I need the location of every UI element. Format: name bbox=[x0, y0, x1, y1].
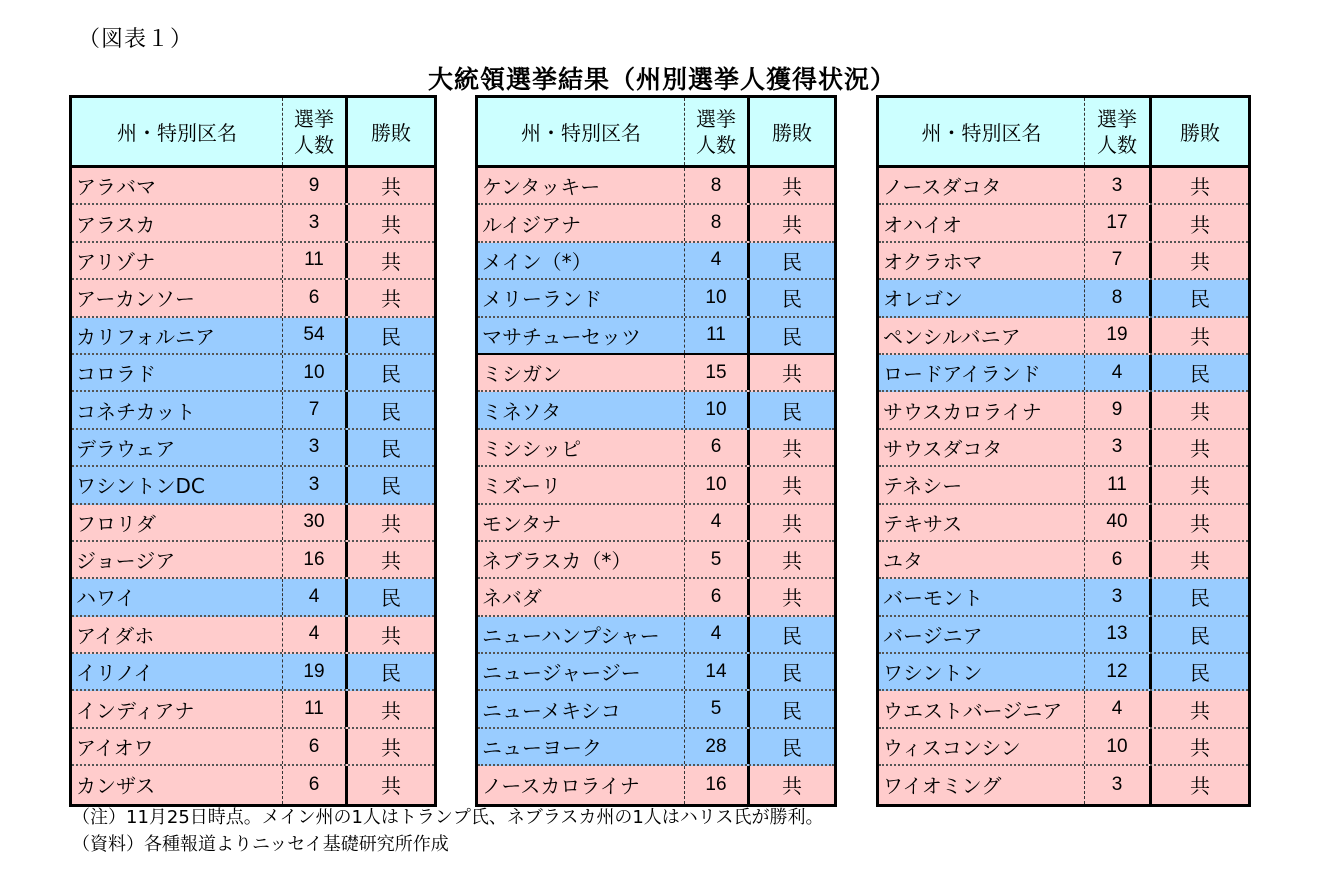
electors-count: 3 bbox=[283, 430, 348, 465]
state-name: サウスダコタ bbox=[879, 430, 1085, 465]
result-party: 民 bbox=[782, 736, 802, 761]
table-row bbox=[879, 243, 1248, 280]
result-party: 共 bbox=[381, 736, 401, 761]
table-row bbox=[72, 168, 434, 205]
table-row bbox=[879, 729, 1248, 766]
table-row bbox=[478, 579, 834, 616]
state-name: ニューメキシコ bbox=[478, 691, 685, 726]
header-name: 州・特別区名 bbox=[478, 98, 685, 165]
electors-count: 5 bbox=[685, 542, 750, 577]
note-text: （注）11月25日時点。メイン州の1人はトランプ氏、ネブラスカ州の1人はハリス氏が勝利。 bbox=[72, 807, 824, 828]
result-party: 民 bbox=[782, 287, 802, 312]
result-party: 共 bbox=[1190, 175, 1210, 200]
table-row bbox=[879, 654, 1248, 691]
result-party: 共 bbox=[381, 623, 401, 648]
electors-count: 6 bbox=[283, 729, 348, 764]
result-party: 民 bbox=[381, 399, 401, 424]
electors-count: 4 bbox=[685, 243, 750, 278]
table-row bbox=[478, 542, 834, 579]
result-party: 民 bbox=[1190, 287, 1210, 312]
result-party: 共 bbox=[381, 249, 401, 274]
electors-count: 6 bbox=[283, 280, 348, 315]
state-name: ペンシルバニア bbox=[879, 318, 1085, 353]
state-name: バージニア bbox=[879, 617, 1085, 652]
table-row bbox=[879, 430, 1248, 467]
table-row bbox=[879, 691, 1248, 728]
state-name: カリフォルニア bbox=[72, 318, 283, 353]
state-name: ミシシッピ bbox=[478, 430, 685, 465]
state-name: ケンタッキー bbox=[478, 168, 685, 203]
result-party: 共 bbox=[782, 474, 802, 499]
electors-count: 16 bbox=[283, 542, 348, 577]
result-party: 共 bbox=[381, 549, 401, 574]
result-party: 共 bbox=[782, 212, 802, 237]
table-row bbox=[879, 392, 1248, 429]
electors-count: 14 bbox=[685, 654, 750, 689]
state-name: ミネソタ bbox=[478, 392, 685, 427]
table-header bbox=[478, 98, 834, 168]
page-title: 大統領選挙結果（州別選挙人獲得状況） bbox=[427, 65, 896, 94]
electors-count: 11 bbox=[685, 318, 750, 353]
table-row bbox=[478, 243, 834, 280]
table-row bbox=[72, 467, 434, 504]
result-party: 共 bbox=[1190, 698, 1210, 723]
state-name: ワシントンDC bbox=[72, 467, 283, 502]
electors-count: 10 bbox=[1085, 729, 1152, 764]
state-name: メイン（*） bbox=[478, 243, 685, 278]
header-result: 勝敗 bbox=[371, 121, 411, 145]
table-row bbox=[478, 505, 834, 542]
state-name: アーカンソー bbox=[72, 280, 283, 315]
footnotes bbox=[72, 804, 823, 858]
electors-count: 6 bbox=[685, 430, 750, 465]
state-name: フロリダ bbox=[72, 505, 283, 540]
electors-count: 19 bbox=[1085, 318, 1152, 353]
table-row bbox=[478, 430, 834, 467]
table-row bbox=[72, 280, 434, 317]
result-party: 共 bbox=[1190, 736, 1210, 761]
electors-count: 11 bbox=[283, 691, 348, 726]
state-name: ウエストバージニア bbox=[879, 691, 1085, 726]
table-row bbox=[879, 318, 1248, 355]
electors-count: 11 bbox=[283, 243, 348, 278]
result-party: 共 bbox=[381, 698, 401, 723]
result-party: 民 bbox=[782, 661, 802, 686]
result-party: 民 bbox=[782, 324, 802, 349]
state-name: ミシガン bbox=[478, 355, 685, 390]
header-electors bbox=[685, 98, 750, 165]
result-party: 民 bbox=[381, 586, 401, 611]
electors-count: 40 bbox=[1085, 505, 1152, 540]
state-name: ウィスコンシン bbox=[879, 729, 1085, 764]
state-name: ミズーリ bbox=[478, 467, 685, 502]
electors-count: 12 bbox=[1085, 654, 1152, 689]
result-party: 民 bbox=[782, 249, 802, 274]
electors-count: 3 bbox=[1085, 579, 1152, 614]
result-party: 民 bbox=[381, 436, 401, 461]
state-name: メリーランド bbox=[478, 280, 685, 315]
state-name: コネチカット bbox=[72, 392, 283, 427]
state-name: アラスカ bbox=[72, 205, 283, 240]
state-name: ニュージャージー bbox=[478, 654, 685, 689]
result-party: 共 bbox=[782, 436, 802, 461]
table-header bbox=[72, 98, 434, 168]
electors-count: 30 bbox=[283, 505, 348, 540]
electors-count: 28 bbox=[685, 729, 750, 764]
results-table-1 bbox=[69, 95, 437, 807]
state-name: サウスカロライナ bbox=[879, 392, 1085, 427]
table-row bbox=[72, 392, 434, 429]
header-electors bbox=[1085, 98, 1152, 165]
electors-count: 4 bbox=[1085, 691, 1152, 726]
header-electors-line1: 選挙 bbox=[696, 106, 736, 131]
state-name: テネシー bbox=[879, 467, 1085, 502]
electors-count: 13 bbox=[1085, 617, 1152, 652]
table-row bbox=[72, 243, 434, 280]
table-row bbox=[478, 729, 834, 766]
result-party: 共 bbox=[1190, 399, 1210, 424]
electors-count: 10 bbox=[283, 355, 348, 390]
state-name: オハイオ bbox=[879, 205, 1085, 240]
result-party: 共 bbox=[782, 511, 802, 536]
table-row bbox=[72, 205, 434, 242]
electors-count: 7 bbox=[283, 392, 348, 427]
results-table-2 bbox=[475, 95, 837, 807]
result-party: 共 bbox=[381, 175, 401, 200]
state-name: オレゴン bbox=[879, 280, 1085, 315]
table-row bbox=[879, 579, 1248, 616]
result-party: 共 bbox=[782, 586, 802, 611]
table-row bbox=[879, 542, 1248, 579]
header-electors-line1: 選挙 bbox=[294, 106, 334, 131]
electors-count: 3 bbox=[283, 467, 348, 502]
figure-label: （図表１） bbox=[78, 27, 194, 52]
state-name: モンタナ bbox=[478, 505, 685, 540]
results-table-3 bbox=[876, 95, 1251, 807]
result-party: 共 bbox=[1190, 474, 1210, 499]
table-row bbox=[879, 168, 1248, 205]
electors-count: 7 bbox=[1085, 243, 1152, 278]
state-name: ロードアイランド bbox=[879, 355, 1085, 390]
result-party: 共 bbox=[381, 212, 401, 237]
result-party: 共 bbox=[1190, 511, 1210, 536]
table-row bbox=[72, 691, 434, 728]
table-row bbox=[72, 355, 434, 392]
state-name: アイダホ bbox=[72, 617, 283, 652]
electors-count: 3 bbox=[1085, 430, 1152, 465]
table-row bbox=[879, 467, 1248, 504]
electors-count: 4 bbox=[1085, 355, 1152, 390]
table-row bbox=[478, 168, 834, 205]
electors-count: 8 bbox=[1085, 280, 1152, 315]
result-party: 民 bbox=[381, 362, 401, 387]
electors-count: 9 bbox=[1085, 392, 1152, 427]
result-party: 共 bbox=[1190, 212, 1210, 237]
result-party: 共 bbox=[782, 175, 802, 200]
electors-count: 10 bbox=[685, 392, 750, 427]
result-party: 共 bbox=[1190, 324, 1210, 349]
electors-count: 9 bbox=[283, 168, 348, 203]
electors-count: 3 bbox=[1085, 766, 1152, 803]
table-row bbox=[478, 280, 834, 317]
electors-count: 8 bbox=[685, 168, 750, 203]
result-party: 共 bbox=[782, 362, 802, 387]
table-row bbox=[478, 467, 834, 504]
result-party: 共 bbox=[1190, 774, 1210, 799]
result-party: 共 bbox=[782, 549, 802, 574]
table-row bbox=[72, 654, 434, 691]
electors-count: 17 bbox=[1085, 205, 1152, 240]
header-result: 勝敗 bbox=[1180, 121, 1220, 145]
electors-count: 3 bbox=[283, 205, 348, 240]
table-row bbox=[478, 318, 834, 355]
state-name: ルイジアナ bbox=[478, 205, 685, 240]
state-name: アイオワ bbox=[72, 729, 283, 764]
result-party: 共 bbox=[1190, 549, 1210, 574]
table-row bbox=[72, 318, 434, 355]
table-row bbox=[879, 766, 1248, 803]
source-text: （資料）各種報道よりニッセイ基礎研究所作成 bbox=[72, 834, 449, 855]
result-party: 共 bbox=[782, 774, 802, 799]
header-electors-line1: 選挙 bbox=[1097, 106, 1137, 131]
result-party: 共 bbox=[381, 511, 401, 536]
result-party: 民 bbox=[782, 623, 802, 648]
table-body bbox=[72, 168, 434, 804]
table-row bbox=[72, 579, 434, 616]
state-name: ニューヨーク bbox=[478, 729, 685, 764]
result-party: 共 bbox=[1190, 249, 1210, 274]
state-name: オクラホマ bbox=[879, 243, 1085, 278]
electors-count: 6 bbox=[1085, 542, 1152, 577]
table-row bbox=[478, 654, 834, 691]
electors-count: 4 bbox=[283, 579, 348, 614]
result-party: 民 bbox=[1190, 362, 1210, 387]
state-name: インディアナ bbox=[72, 691, 283, 726]
table-row bbox=[879, 617, 1248, 654]
electors-count: 4 bbox=[685, 505, 750, 540]
table-row bbox=[879, 505, 1248, 542]
state-name: デラウェア bbox=[72, 430, 283, 465]
header-electors bbox=[283, 98, 348, 165]
state-name: アリゾナ bbox=[72, 243, 283, 278]
header-electors-line2: 人数 bbox=[294, 132, 334, 157]
table-row bbox=[879, 280, 1248, 317]
table-header bbox=[879, 98, 1248, 168]
electors-count: 3 bbox=[1085, 168, 1152, 203]
result-party: 共 bbox=[381, 774, 401, 799]
table-body bbox=[879, 168, 1248, 804]
table-row bbox=[72, 766, 434, 803]
table-row bbox=[879, 205, 1248, 242]
result-party: 共 bbox=[1190, 436, 1210, 461]
state-name: カンザス bbox=[72, 766, 283, 803]
electors-count: 54 bbox=[283, 318, 348, 353]
electors-count: 10 bbox=[685, 467, 750, 502]
table-row bbox=[478, 205, 834, 242]
state-name: ワシントン bbox=[879, 654, 1085, 689]
electors-count: 5 bbox=[685, 691, 750, 726]
result-party: 共 bbox=[381, 287, 401, 312]
electors-count: 16 bbox=[685, 766, 750, 803]
electors-count: 10 bbox=[685, 280, 750, 315]
table-row bbox=[72, 430, 434, 467]
header-electors-line2: 人数 bbox=[696, 132, 736, 157]
result-party: 民 bbox=[782, 399, 802, 424]
table-row bbox=[72, 505, 434, 542]
table-row bbox=[72, 729, 434, 766]
electors-count: 11 bbox=[1085, 467, 1152, 502]
table-row bbox=[72, 542, 434, 579]
state-name: コロラド bbox=[72, 355, 283, 390]
state-name: バーモント bbox=[879, 579, 1085, 614]
table-row bbox=[478, 355, 834, 392]
header-name: 州・特別区名 bbox=[72, 98, 283, 165]
result-party: 民 bbox=[1190, 623, 1210, 648]
state-name: イリノイ bbox=[72, 654, 283, 689]
result-party: 民 bbox=[1190, 661, 1210, 686]
header-result: 勝敗 bbox=[772, 121, 812, 145]
state-name: ノースダコタ bbox=[879, 168, 1085, 203]
table-row bbox=[879, 355, 1248, 392]
result-party: 民 bbox=[381, 474, 401, 499]
state-name: ユタ bbox=[879, 542, 1085, 577]
state-name: ネブラスカ（*） bbox=[478, 542, 685, 577]
state-name: マサチューセッツ bbox=[478, 318, 685, 353]
state-name: ワイオミング bbox=[879, 766, 1085, 803]
state-name: ジョージア bbox=[72, 542, 283, 577]
table-row bbox=[478, 691, 834, 728]
result-party: 民 bbox=[1190, 586, 1210, 611]
state-name: ノースカロライナ bbox=[478, 766, 685, 803]
table-row bbox=[478, 766, 834, 803]
header-electors-line2: 人数 bbox=[1097, 132, 1137, 157]
state-name: ネバダ bbox=[478, 579, 685, 614]
electors-count: 4 bbox=[283, 617, 348, 652]
electors-count: 15 bbox=[685, 355, 750, 390]
electors-count: 6 bbox=[283, 766, 348, 803]
result-party: 民 bbox=[381, 324, 401, 349]
table-row bbox=[478, 617, 834, 654]
state-name: アラバマ bbox=[72, 168, 283, 203]
electors-count: 19 bbox=[283, 654, 348, 689]
state-name: ハワイ bbox=[72, 579, 283, 614]
table-body bbox=[478, 168, 834, 804]
electors-count: 6 bbox=[685, 579, 750, 614]
table-row bbox=[72, 617, 434, 654]
result-party: 民 bbox=[782, 698, 802, 723]
electors-count: 8 bbox=[685, 205, 750, 240]
table-row bbox=[478, 392, 834, 429]
state-name: ニューハンプシャー bbox=[478, 617, 685, 652]
result-party: 民 bbox=[381, 661, 401, 686]
header-name: 州・特別区名 bbox=[879, 98, 1085, 165]
state-name: テキサス bbox=[879, 505, 1085, 540]
electors-count: 4 bbox=[685, 617, 750, 652]
